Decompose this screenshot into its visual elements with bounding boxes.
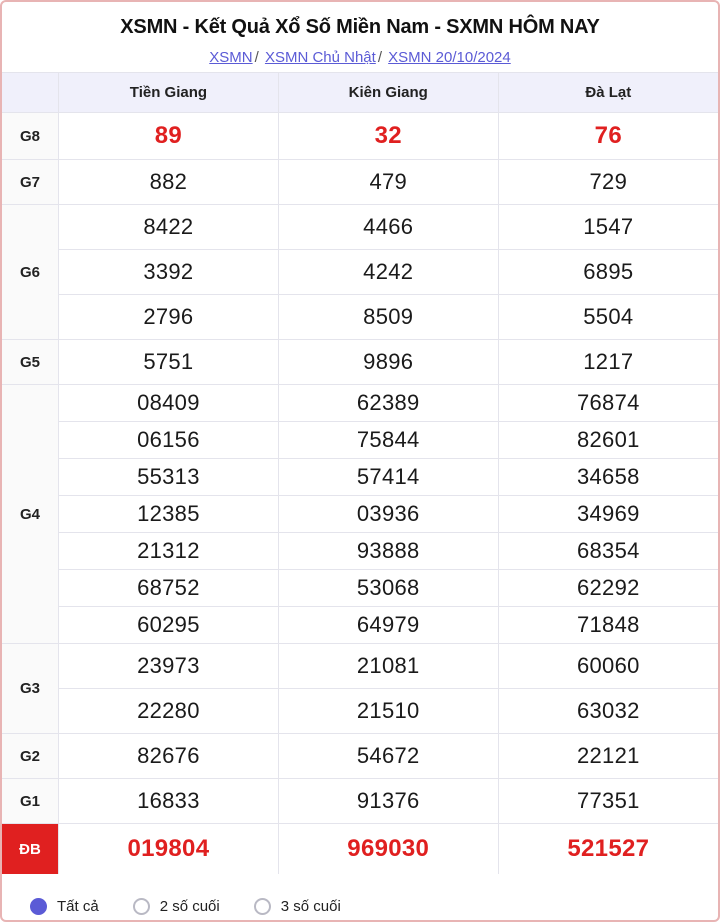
result-number: 4466 xyxy=(278,205,498,250)
province-header-1: Kiên Giang xyxy=(278,73,498,113)
table-row xyxy=(2,113,718,160)
table-row xyxy=(2,295,718,340)
result-number: 93888 xyxy=(278,533,498,570)
province-header-row xyxy=(2,73,718,113)
filter-option-label: 2 số cuối xyxy=(159,897,220,915)
table-row xyxy=(2,570,718,607)
prize-label: G3 xyxy=(2,644,59,734)
table-row xyxy=(2,422,718,459)
result-number: 34969 xyxy=(498,496,718,533)
result-number: 479 xyxy=(278,160,498,205)
result-number: 55313 xyxy=(59,459,279,496)
prize-label: G5 xyxy=(2,340,59,385)
page-header xyxy=(2,2,718,72)
table-row xyxy=(2,607,718,644)
result-number: 21081 xyxy=(278,644,498,689)
table-row xyxy=(2,459,718,496)
prize-label: G6 xyxy=(2,205,59,340)
radio-icon[interactable] xyxy=(254,898,271,915)
filter-option-two-digits[interactable] xyxy=(133,898,220,915)
results-table xyxy=(2,72,718,874)
table-row xyxy=(2,160,718,205)
table-row xyxy=(2,689,718,734)
prize-label: G1 xyxy=(2,779,59,824)
prize-label: G8 xyxy=(2,113,59,160)
result-number: 2796 xyxy=(59,295,279,340)
result-number: 5504 xyxy=(498,295,718,340)
result-number: 60295 xyxy=(59,607,279,644)
table-corner-cell xyxy=(2,73,59,113)
result-number: 12385 xyxy=(59,496,279,533)
result-number: 68752 xyxy=(59,570,279,607)
table-row xyxy=(2,496,718,533)
page-title: XSMN - Kết Quả Xổ Số Miền Nam - SXMN HÔM NAY xyxy=(120,16,600,38)
result-number: 4242 xyxy=(278,250,498,295)
table-row xyxy=(2,734,718,779)
result-number: 71848 xyxy=(498,607,718,644)
result-number-special: 019804 xyxy=(59,824,279,875)
result-number: 882 xyxy=(59,160,279,205)
table-row xyxy=(2,205,718,250)
result-number: 91376 xyxy=(278,779,498,824)
prize-label: G4 xyxy=(2,385,59,644)
filter-option-three-digits[interactable] xyxy=(254,898,341,915)
breadcrumb-item-0[interactable]: XSMN xyxy=(209,49,253,66)
prize-label: G2 xyxy=(2,734,59,779)
result-number: 64979 xyxy=(278,607,498,644)
result-number: 1217 xyxy=(498,340,718,385)
result-number: 77351 xyxy=(498,779,718,824)
province-header-2: Đà Lạt xyxy=(498,73,718,113)
result-number: 22280 xyxy=(59,689,279,734)
result-number: 21312 xyxy=(59,533,279,570)
result-number: 75844 xyxy=(278,422,498,459)
result-number: 82676 xyxy=(59,734,279,779)
result-number: 21510 xyxy=(278,689,498,734)
result-number: 16833 xyxy=(59,779,279,824)
table-row xyxy=(2,644,718,689)
result-number: 53068 xyxy=(278,570,498,607)
result-number: 8422 xyxy=(59,205,279,250)
breadcrumb xyxy=(12,49,708,66)
result-number: 6895 xyxy=(498,250,718,295)
result-number: 76874 xyxy=(498,385,718,422)
result-number: 63032 xyxy=(498,689,718,734)
result-number-special: 521527 xyxy=(498,824,718,875)
table-row xyxy=(2,340,718,385)
filter-option-all[interactable] xyxy=(30,898,99,915)
radio-icon[interactable] xyxy=(133,898,150,915)
result-number: 5751 xyxy=(59,340,279,385)
result-number: 1547 xyxy=(498,205,718,250)
filter-option-label: 3 số cuối xyxy=(280,897,341,915)
prize-label-special: ĐB xyxy=(2,824,59,875)
result-number: 76 xyxy=(498,113,718,160)
breadcrumb-separator-1: / xyxy=(377,49,382,66)
breadcrumb-item-1[interactable]: XSMN Chủ Nhật xyxy=(264,49,376,66)
table-row xyxy=(2,250,718,295)
result-number: 60060 xyxy=(498,644,718,689)
result-number: 8509 xyxy=(278,295,498,340)
breadcrumb-item-2[interactable]: XSMN 20/10/2024 xyxy=(388,49,511,66)
result-number: 62389 xyxy=(278,385,498,422)
breadcrumb-separator-0: / xyxy=(254,49,259,66)
table-row xyxy=(2,385,718,422)
result-number: 22121 xyxy=(498,734,718,779)
result-number: 32 xyxy=(278,113,498,160)
result-number: 89 xyxy=(59,113,279,160)
result-number: 729 xyxy=(498,160,718,205)
province-header-0: Tiền Giang xyxy=(59,73,279,113)
prize-label: G7 xyxy=(2,160,59,205)
filter-options xyxy=(2,874,718,920)
result-number: 03936 xyxy=(278,496,498,533)
result-number: 62292 xyxy=(498,570,718,607)
result-number: 08409 xyxy=(59,385,279,422)
result-number: 9896 xyxy=(278,340,498,385)
result-number-special: 969030 xyxy=(278,824,498,875)
filter-option-label: Tất cả xyxy=(57,897,99,915)
result-number: 68354 xyxy=(498,533,718,570)
table-row xyxy=(2,824,718,875)
result-number: 57414 xyxy=(278,459,498,496)
result-number: 34658 xyxy=(498,459,718,496)
result-number: 3392 xyxy=(59,250,279,295)
radio-icon[interactable] xyxy=(30,898,47,915)
result-number: 23973 xyxy=(59,644,279,689)
result-number: 06156 xyxy=(59,422,279,459)
result-number: 82601 xyxy=(498,422,718,459)
result-number: 54672 xyxy=(278,734,498,779)
table-row xyxy=(2,533,718,570)
table-row xyxy=(2,779,718,824)
